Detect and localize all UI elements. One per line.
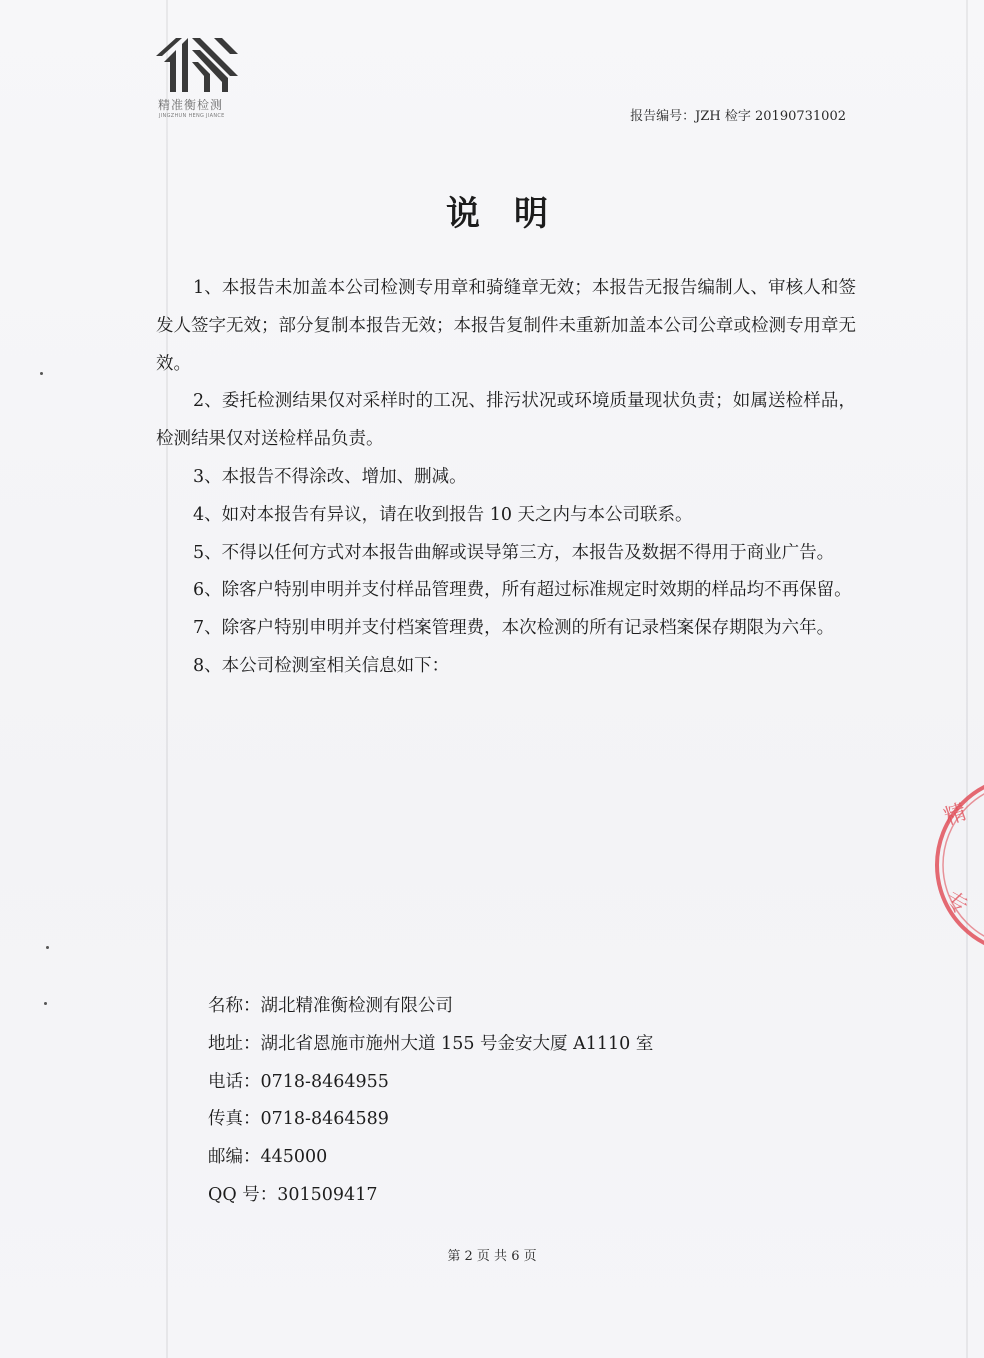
note-item-2: 2、委托检测结果仅对采样时的工况、排污状况或环境质量现状负责；如属送检样品，检测结果仅对送检样品负责。 xyxy=(156,391,856,450)
scan-speck xyxy=(40,372,43,375)
page-title: 说明 xyxy=(446,194,582,234)
notes-list xyxy=(156,270,856,686)
company-name: 名称：湖北精准衡检测有限公司 xyxy=(208,996,453,1016)
scan-speck xyxy=(46,946,49,949)
company-fax: 传真：0718-8464589 xyxy=(208,1109,389,1130)
contact-info xyxy=(208,988,653,1215)
scan-speck xyxy=(44,1002,47,1005)
seal-char: 专 xyxy=(940,887,972,921)
note-item-7: 7、除客户特别申明并支付档案管理费，本次检测的所有记录档案保存期限为六年。 xyxy=(193,618,835,639)
page-number: 第 2 页 共 6 页 xyxy=(447,1249,537,1264)
logo-chinese-name: 精准衡检测 xyxy=(158,98,224,112)
company-qq: QQ 号：301509417 xyxy=(208,1184,378,1205)
note-item-5: 5、不得以任何方式对本报告曲解或误导第三方，本报告及数据不得用于商业广告。 xyxy=(193,542,835,563)
company-logo xyxy=(152,36,244,119)
note-item-3: 3、本报告不得涂改、增加、删减。 xyxy=(193,466,467,487)
note-item-1: 1、本报告未加盖本公司检测专用章和骑缝章无效；本报告无报告编制人、审核人和签发人签字无效；部分复制本报告无效；本报告复制件未重新加盖本公司公章或检测专用章无效。 xyxy=(156,278,856,374)
note-item-4: 4、如对本报告有异议，请在收到报告 10 天之内与本公司联系。 xyxy=(193,504,693,525)
logo-mark-icon xyxy=(152,36,242,94)
company-postcode: 邮编：445000 xyxy=(208,1147,328,1168)
company-phone: 电话：0718-8464955 xyxy=(208,1071,389,1092)
note-item-8: 8、本公司检测室相关信息如下： xyxy=(193,655,450,676)
report-number: 报告编号：JZH 检字 20190731002 xyxy=(630,109,846,124)
seal-char: 精 xyxy=(940,799,971,831)
logo-english-name: JINGZHUN HENG JIANCE xyxy=(159,113,225,119)
red-seal-stamp-icon xyxy=(930,770,984,960)
note-item-6: 6、除客户特别申明并支付样品管理费，所有超过标准规定时效期的样品均不再保留。 xyxy=(193,580,852,601)
company-address: 地址：湖北省恩施市施州大道 155 号金安大厦 A1110 室 xyxy=(208,1033,654,1054)
